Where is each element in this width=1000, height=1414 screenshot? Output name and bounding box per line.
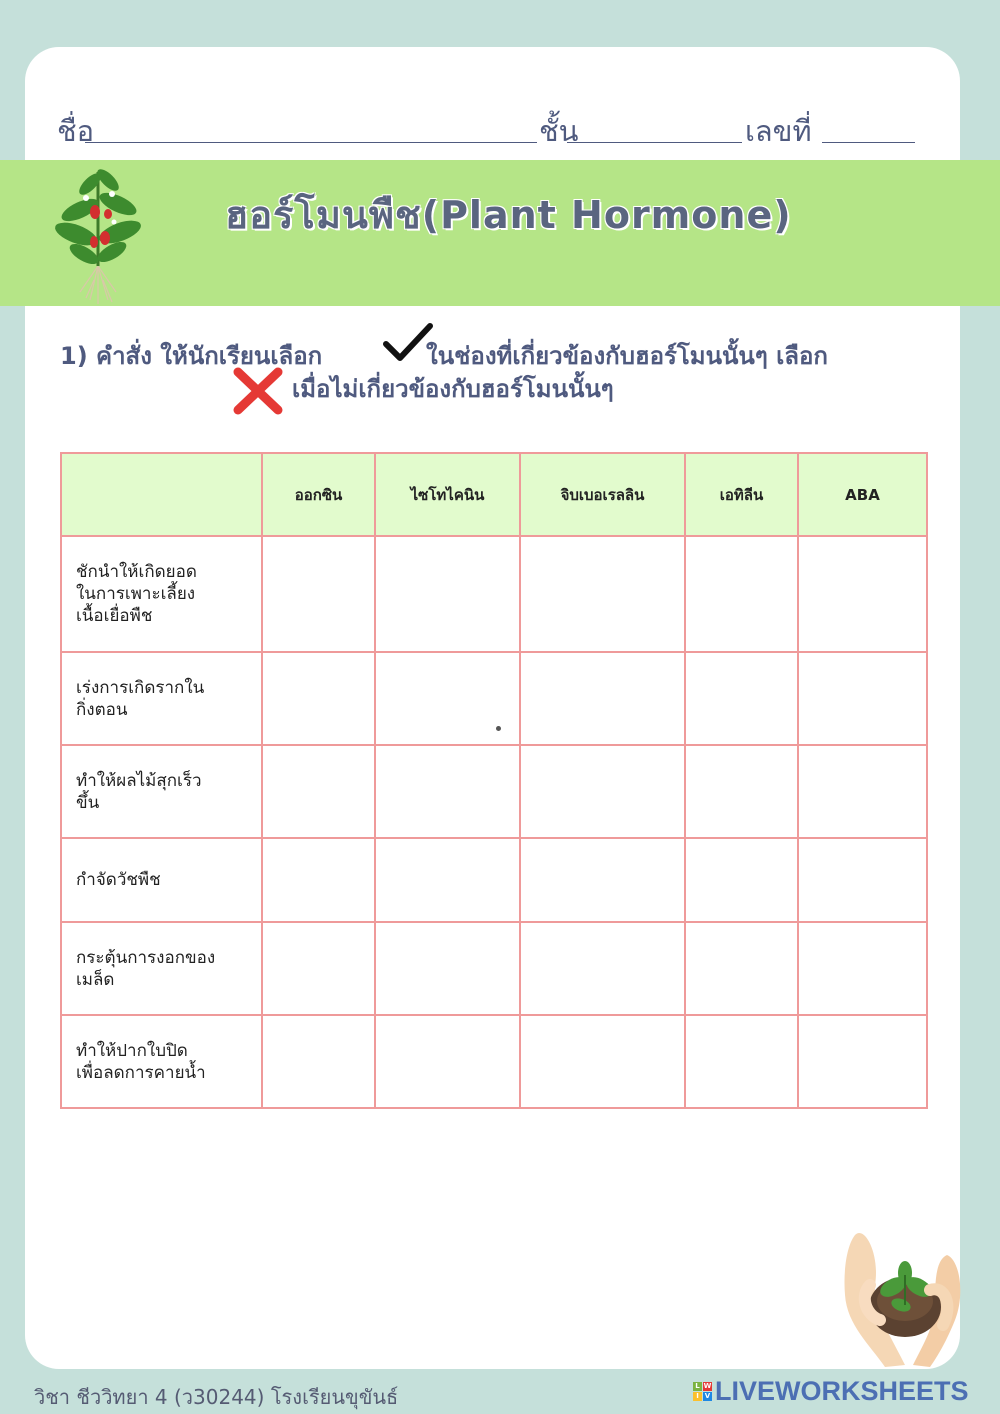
answer-cell[interactable] <box>520 745 685 838</box>
page-title: ฮอร์โมนพืช(Plant Hormone) <box>225 193 792 237</box>
answer-cell[interactable] <box>798 745 927 838</box>
name-field[interactable] <box>85 142 537 143</box>
column-header-empty <box>61 453 262 536</box>
row-label <box>61 1015 262 1108</box>
answer-cell[interactable] <box>685 745 798 838</box>
logo-letter: I <box>693 1392 702 1401</box>
table-row <box>61 536 927 652</box>
logo-letter: L <box>693 1382 702 1391</box>
pepper-plant-icon <box>50 162 150 306</box>
answer-cell[interactable] <box>375 652 520 745</box>
row-label-line: กิ่งตอน <box>76 699 128 720</box>
column-header-cytokinin: ไซโทไคนิน <box>375 453 520 536</box>
hands-seedling-icon <box>835 1215 970 1370</box>
answer-cell[interactable] <box>375 1015 520 1108</box>
answer-cell[interactable] <box>520 652 685 745</box>
table-row <box>61 1015 927 1108</box>
table-row <box>61 652 927 745</box>
class-field[interactable] <box>567 142 742 143</box>
table-row <box>61 838 927 922</box>
row-label-line: เนื้อเยื่อพืช <box>76 606 153 626</box>
class-label: ชั้น <box>539 114 579 148</box>
row-label <box>61 536 262 652</box>
row-label <box>61 652 262 745</box>
answer-cell[interactable] <box>375 922 520 1015</box>
logo-letter: W <box>703 1381 712 1390</box>
answer-cell[interactable] <box>262 922 375 1015</box>
student-info-row <box>57 108 917 148</box>
row-label-line: กำจัดวัชพืช <box>76 870 161 890</box>
column-header-ethylene: เอทิลีน <box>685 453 798 536</box>
column-header-aba: ABA <box>798 453 927 536</box>
row-label-line: เมล็ด <box>76 969 115 990</box>
row-label <box>61 922 262 1015</box>
table-header-row <box>61 453 927 536</box>
row-label-line: ชักนำให้เกิดยอด <box>76 562 197 582</box>
answer-cell[interactable] <box>520 536 685 652</box>
answer-cell[interactable] <box>685 536 798 652</box>
column-header-gibberellin: จิบเบอเรลลิน <box>520 453 685 536</box>
answer-cell[interactable] <box>375 838 520 922</box>
answer-cell[interactable] <box>520 1015 685 1108</box>
answer-cell[interactable] <box>685 1015 798 1108</box>
row-label-line: ทำให้ผลไม้สุกเร็ว <box>76 770 202 791</box>
footer-subject: วิชา ชีววิทยา 4 (ว30244) โรงเรียนขุขันธ์ <box>34 1385 399 1409</box>
liveworksheets-brand[interactable] <box>693 1374 969 1408</box>
hormone-table <box>60 452 928 1109</box>
instruction-line1-part1: 1) คำสั่ง ให้นักเรียนเลือก <box>60 342 323 370</box>
answer-cell[interactable] <box>262 536 375 652</box>
answer-cell[interactable] <box>685 838 798 922</box>
liveworksheets-logo-icon <box>693 1382 712 1401</box>
answer-cell[interactable] <box>262 745 375 838</box>
row-label <box>61 838 262 922</box>
stray-dot <box>496 726 501 731</box>
answer-cell[interactable] <box>520 922 685 1015</box>
answer-cell[interactable] <box>798 1015 927 1108</box>
logo-letter: V <box>704 1391 711 1400</box>
number-label: เลขที่ <box>745 114 812 148</box>
answer-cell[interactable] <box>798 922 927 1015</box>
answer-cell[interactable] <box>520 838 685 922</box>
row-label-line: เพื่อลดการคายน้ำ <box>76 1062 206 1083</box>
table-row <box>61 745 927 838</box>
row-label-line: กระตุ้นการงอกของ <box>76 947 216 968</box>
answer-cell[interactable] <box>798 652 927 745</box>
answer-cell[interactable] <box>685 652 798 745</box>
row-label-line: ทำให้ปากใบปิด <box>76 1040 188 1061</box>
row-label-line: ขึ้น <box>76 792 100 813</box>
name-label: ชื่อ <box>57 114 95 148</box>
row-label-line: เร่งการเกิดรากใน <box>76 677 205 698</box>
answer-cell[interactable] <box>262 838 375 922</box>
answer-cell[interactable] <box>375 536 520 652</box>
table-row <box>61 922 927 1015</box>
instruction-line1-part2: ในช่องที่เกี่ยวข้องกับฮอร์โมนนั้นๆ เลือก <box>426 342 828 370</box>
row-label-line: ในการเพาะเลี้ยง <box>76 584 196 604</box>
number-field[interactable] <box>822 142 915 143</box>
instruction-line2: เมื่อไม่เกี่ยวข้องกับฮอร์โมนนั้นๆ <box>292 375 614 403</box>
row-label <box>61 745 262 838</box>
answer-cell[interactable] <box>375 745 520 838</box>
answer-cell[interactable] <box>262 652 375 745</box>
answer-cell[interactable] <box>798 536 927 652</box>
answer-cell[interactable] <box>262 1015 375 1108</box>
liveworksheets-text: LIVEWORKSHEETS <box>715 1375 969 1406</box>
cross-icon <box>232 366 284 416</box>
column-header-auxin: ออกซิน <box>262 453 375 536</box>
answer-cell[interactable] <box>685 922 798 1015</box>
answer-cell[interactable] <box>798 838 927 922</box>
